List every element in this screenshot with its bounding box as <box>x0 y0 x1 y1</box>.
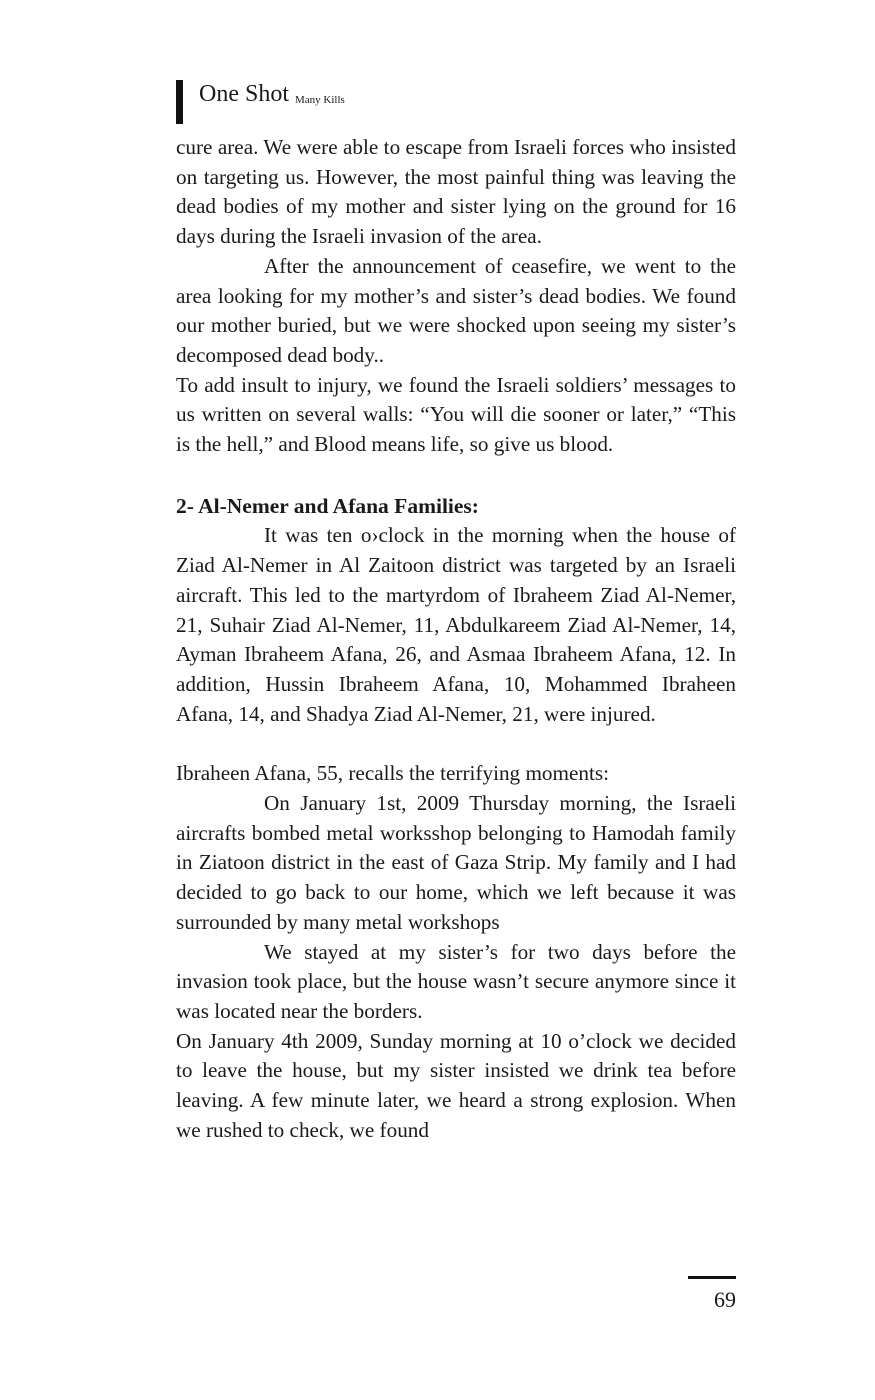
section-heading: 2- Al-Nemer and Afana Families: <box>176 493 479 518</box>
page-body <box>176 133 736 1146</box>
paragraph-2: After the announcement of ceasefire, we went to the area looking for my mother’s and sister’s dead bodies. We found our mother buried, but we were shocked upon seeing my sister’s decomposed dead body.. <box>176 253 736 367</box>
paragraph-3: To add insult to injury, we found the Israeli soldiers’ messages to us written on several walls: “You will die sooner or later,” “This is the hell,” and Blood means life, so give us blood. <box>176 372 736 457</box>
paragraph-6: On January 1st, 2009 Thursday morning, the Israeli aircrafts bombed metal worksshop belonging to Hamodah family in Ziatoon district in the east of Gaza Strip. My family and I had decided to go back to our home, which we left because it was surrounded by many metal workshops <box>176 791 736 934</box>
page-number-rule <box>688 1276 736 1279</box>
book-subtitle: Many Kills <box>295 94 345 106</box>
paragraph-8: On January 4th 2009, Sunday morning at 10 o’clock we decided to leave the house, but my sister insisted we drink tea before leaving. A few minute later, we heard a strong explosion. When we rushed to check, we found <box>176 1028 736 1142</box>
book-title: One Shot <box>199 81 289 107</box>
paragraph-5: Ibraheen Afana, 55, recalls the terrifying moments: <box>176 761 610 786</box>
paragraph-1: cure area. We were able to escape from Israeli forces who insisted on targeting us. However, the most painful thing was leaving the dead bodies of my mother and sister lying on the ground for 16 days during the Israeli invasion of the area. <box>176 135 736 249</box>
page-number: 69 <box>714 1287 736 1312</box>
paragraph-7: We stayed at my sister’s for two days before the invasion took place, but the house wasn’t secure anymore since it was located near the borders. <box>176 939 736 1023</box>
header-rule <box>176 80 183 124</box>
paragraph-4: It was ten o›clock in the morning when the house of Ziad Al-Nemer in Al Zaitoon district was targeted by an Israeli aircraft. This led to the martyrdom of Ibraheem Ziad Al-Nemer, 21, Suhair Ziad Al-Nemer, 11, Abdulkareem Ziad Al-Nemer, 14, Ayman Ibraheem Afana, 26, and Asmaa Ibraheem Afana, 12. In addition, Hussin Ibraheem Afana, 10, Mohammed Ibraheen Afana, 14, and Shadya Ziad Al-Nemer, 21, were injured. <box>176 523 736 726</box>
running-header <box>176 80 345 124</box>
